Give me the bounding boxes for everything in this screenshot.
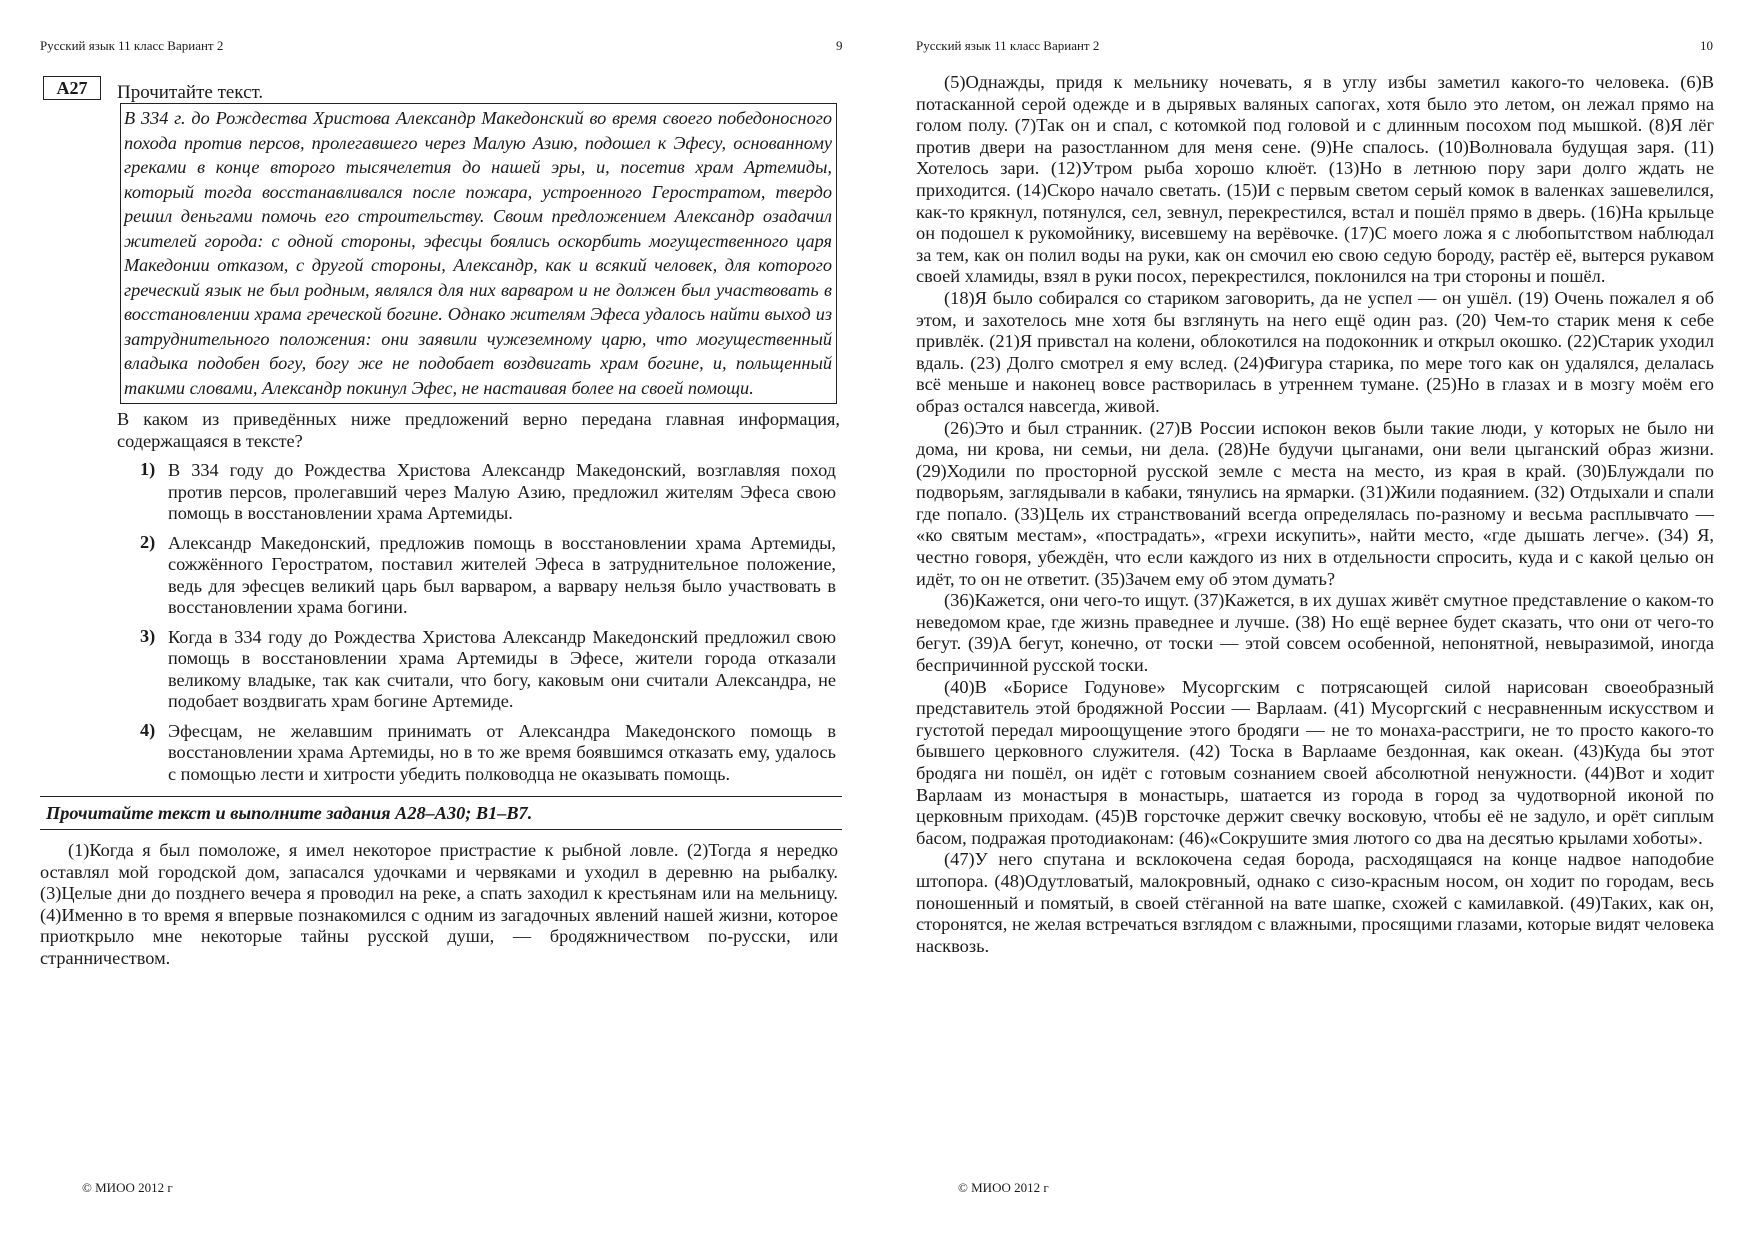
option-number: 1): [140, 459, 156, 479]
boxed-text: В 334 г. до Рождества Христова Александр Македонский во время своего победоносного похода против персов, пролегавшего через Малую Азию, подошел к Эфесу, основанному греками в конце второго тысячелетия до нашей эры, и, посетив храм Артемиды, который тогда восстанавливался после пожара, устроенного Геростратом, твердо решил деньгами помочь его строительству. Своим предложением Александр озадачил жителей города: с одной стороны, эфесцы боялись оскорбить могущественного царя Македонии отказом, с другой стороны, Александр, как и всякий человек, для которого греческий язык не был родным, являлся для них варваром и не должен был участвовать в восстановлении храма греческой богине. Однако жителям Эфеса удалось найти выход из затруднительного положения: они заявили чужеземному царю, что могущественный владыка подобен богу, богу же не подобает воздвигать храм богине, и, польщенный такими словами, Александр покинул Эфес, не настаивая более на своей помощи.: [120, 103, 837, 404]
question-instruction: Прочитайте текст.: [117, 82, 264, 103]
question-header: [40, 68, 840, 103]
passage-paragraph: (40)В «Борисе Годунове» Мусоргским с потрясающей силой нарисован своеобразный представитель этой бродяжной России — Варлаам. (41) Мусоргский с несравненным искусством и густотой передал мироощущение этого бродяги — не то монаха-расстриги, не то просто какого-то бывшего церковного служителя. (42) Тоска в Варлааме бездонная, как океан. (43)Куда бы этот бродяга ни пошёл, он идёт с готовым сознанием своей абсолютной ненужности. (44)Вот и ходит Варлаам из монастыря в монастырь, шатается из города в город за чудотворной иконой по церковным приходам. (45)В горсточке держит свечку восковую, чтобы её не задуло, и орёт сиплым басом, подражая протодиаконам: (46)«Сокрушите змия лютого со два на десятью крылами хоботы».: [916, 676, 1714, 848]
passage-paragraph: (18)Я было собирался со стариком заговорить, да не успел — он ушёл. (19) Очень пожалел я об этом, и захотелось мне хотя бы взглянуть на него ещё один раз. (20) Чем-то старик меня к себе привлёк. (21)Я привстал на колени, облокотился на подоконник и открыл окошко. (22)Старик уходил вдаль. (23) Долго смотрел я ему вслед. (24)Фигура старика, по мере того как он удалялся, делалась всё меньше и наконец вовсе растворилась в утреннем тумане. (25)Но в глазах и в мозгу моём его образ остался навсегда, живой.: [916, 287, 1714, 416]
question-label: А27: [43, 76, 101, 100]
option-text: Эфесцам, не желавшим принимать от Александра Македонского помощь в восстановлении храма Артемиды, но в то же время боявшимся отказать ему, удалось с помощью лести и хитрости убедить полководца не оказывать помощь.: [168, 720, 836, 784]
answer-option-4[interactable]: [140, 719, 836, 786]
question-prompt: В каком из приведённых ниже предложений верно передана главная информация, содержащаяся в тексте?: [117, 409, 840, 451]
answer-option-1[interactable]: [140, 459, 836, 525]
left-page-header: Русский язык 11 класс Вариант 2: [40, 38, 224, 53]
left-page-footer: © МИОО 2012 г: [82, 1180, 173, 1195]
left-page-number: 9: [836, 38, 843, 53]
option-number: 2): [140, 531, 156, 552]
right-page-header: Русский язык 11 класс Вариант 2: [916, 38, 1100, 53]
passage-paragraph: (26)Это и был странник. (27)В России испокон веков были такие люди, у которых не было ни дома, ни крова, ни семьи, ни дела. (28)Не будучи цыганами, они вели цыганский образ жизни. (29)Ходили по просторной русской земле с места на место, из края в край. (30)Блуждали по подворьям, заглядывали в кабаки, тянулись на ярмарки. (31)Жили подаянием. (32) Отдыхали и спали где попало. (33)Цель их странствований всегда определялась по-разному и весьма расплывчато — «ко святым местам», «пострадать», «грехи искупить», найти место, «где дышать легче». (34) Я, честно говоря, убеждён, что если каждого из них в отдельности спросить, куда и с какой целью он идёт, то он не ответит. (35)Зачем ему об этом думать?: [916, 417, 1714, 589]
option-number: 4): [140, 719, 156, 740]
right-page-footer: © МИОО 2012 г: [958, 1180, 1049, 1195]
option-number: 3): [140, 625, 156, 646]
option-text: Когда в 334 году до Рождества Христова Александр Македонский предложил свою помощь в восстановлении храма Артемиды в Эфесе, жители города отказали великому владыке, так как считали, что богу, каковым они считали Александра, не подобает воздвигать храм богине Артемиде.: [168, 626, 836, 711]
right-page-number: 10: [1700, 38, 1713, 53]
section-heading: Прочитайте текст и выполните задания А28–А30; В1–В7.: [40, 796, 842, 830]
right-page-content: [916, 72, 1714, 957]
passage-paragraph: (36)Кажется, они чего-то ищут. (37)Кажется, в их душах живёт смутное представление о каком-то неведомом крае, где жизнь праведнее и лучше. (38) Но ещё вернее будет сказать, что они от чего-то бегут. (39)А бегут, конечно, от тоски — этой совсем особенной, непонятной, невыразимой, иногда беспричинной русской тоски.: [916, 590, 1714, 676]
passage-start: (1)Когда я был помоложе, я имел некоторое пристрастие к рыбной ловле. (2)Тогда я нередко оставлял мой городской дом, запасался удочками и червяками и уходил в деревню на рыбалку. (3)Целые дни до позднего вечера я проводил на реке, а спать заходил к крестьянам или на мельницу. (4)Именно в то время я впервые познакомился с одним из загадочных явлений нашей жизни, которое приоткрыло мне некоторые тайны русской души, — бродяжничеством по-русски, или странничеством.: [40, 840, 838, 968]
passage-paragraph: (47)У него спутана и всклокочена седая борода, расходящаяся на конце надвое наподобие штопора. (48)Одутловатый, малокровный, однако с сизо-красным носом, он ходит по городам, весь поношенный и помятый, в своей стёганной на вате шапке, схожей с камилавкой. (49)Таких, как он, сторонятся, не желая встречаться взглядом с влажными, просящими глазами, которые видят человека насквозь.: [916, 849, 1714, 956]
answer-option-2[interactable]: [140, 531, 836, 619]
answer-option-3[interactable]: [140, 625, 836, 713]
left-page-content: [40, 68, 840, 970]
passage-paragraph: (5)Однажды, придя к мельнику ночевать, я в углу избы заметил какого-то человека. (6)В потасканной серой одежде и в дырявых валяных сапогах, хотя было это летом, он лежал прямо на голом полу. (7)Так он и спал, с котомкой под головой и с длинным посохом под мышкой. (8)Я лёг против двери на разостланном для меня сене. (9)Не спалось. (10)Волновала будущая заря. (11) Хотелось зари. (12)Утром рыба хорошо клюёт. (13)Но в летнюю пору зари долго ждать не приходится. (14)Скоро начало светать. (15)И с первым светом серый комок в валенках зашевелился, как-то крякнул, потянулся, сел, зевнул, перекрестился, встал и пошёл прямо в дверь. (16)На крыльце он подошел к рукомойнику, висевшему на верёвочке. (17)С моего ложа я с любопытством наблюдал за тем, как он полил воды на руки, как он смочил ею свою седую бороду, растёр её, вытерся рукавом своей хламиды, взял в руки посох, перекрестился, поклонился на три стороны и пошёл.: [916, 72, 1714, 287]
option-text: Александр Македонский, предложив помощь в восстановлении храма Артемиды, сожжённого Геростратом, поставил жителей Эфеса в затруднительное положение, ведь для эфесцев великий царь был варваром, а варвару нельзя было участвовать в восстановлении храма богини.: [168, 532, 836, 617]
option-text: В 334 году до Рождества Христова Александр Македонский, возглавляя поход против персов, пролегавший через Малую Азию, предложил жителям Эфеса свою помощь в восстановлении храма Артемиды.: [168, 460, 836, 523]
